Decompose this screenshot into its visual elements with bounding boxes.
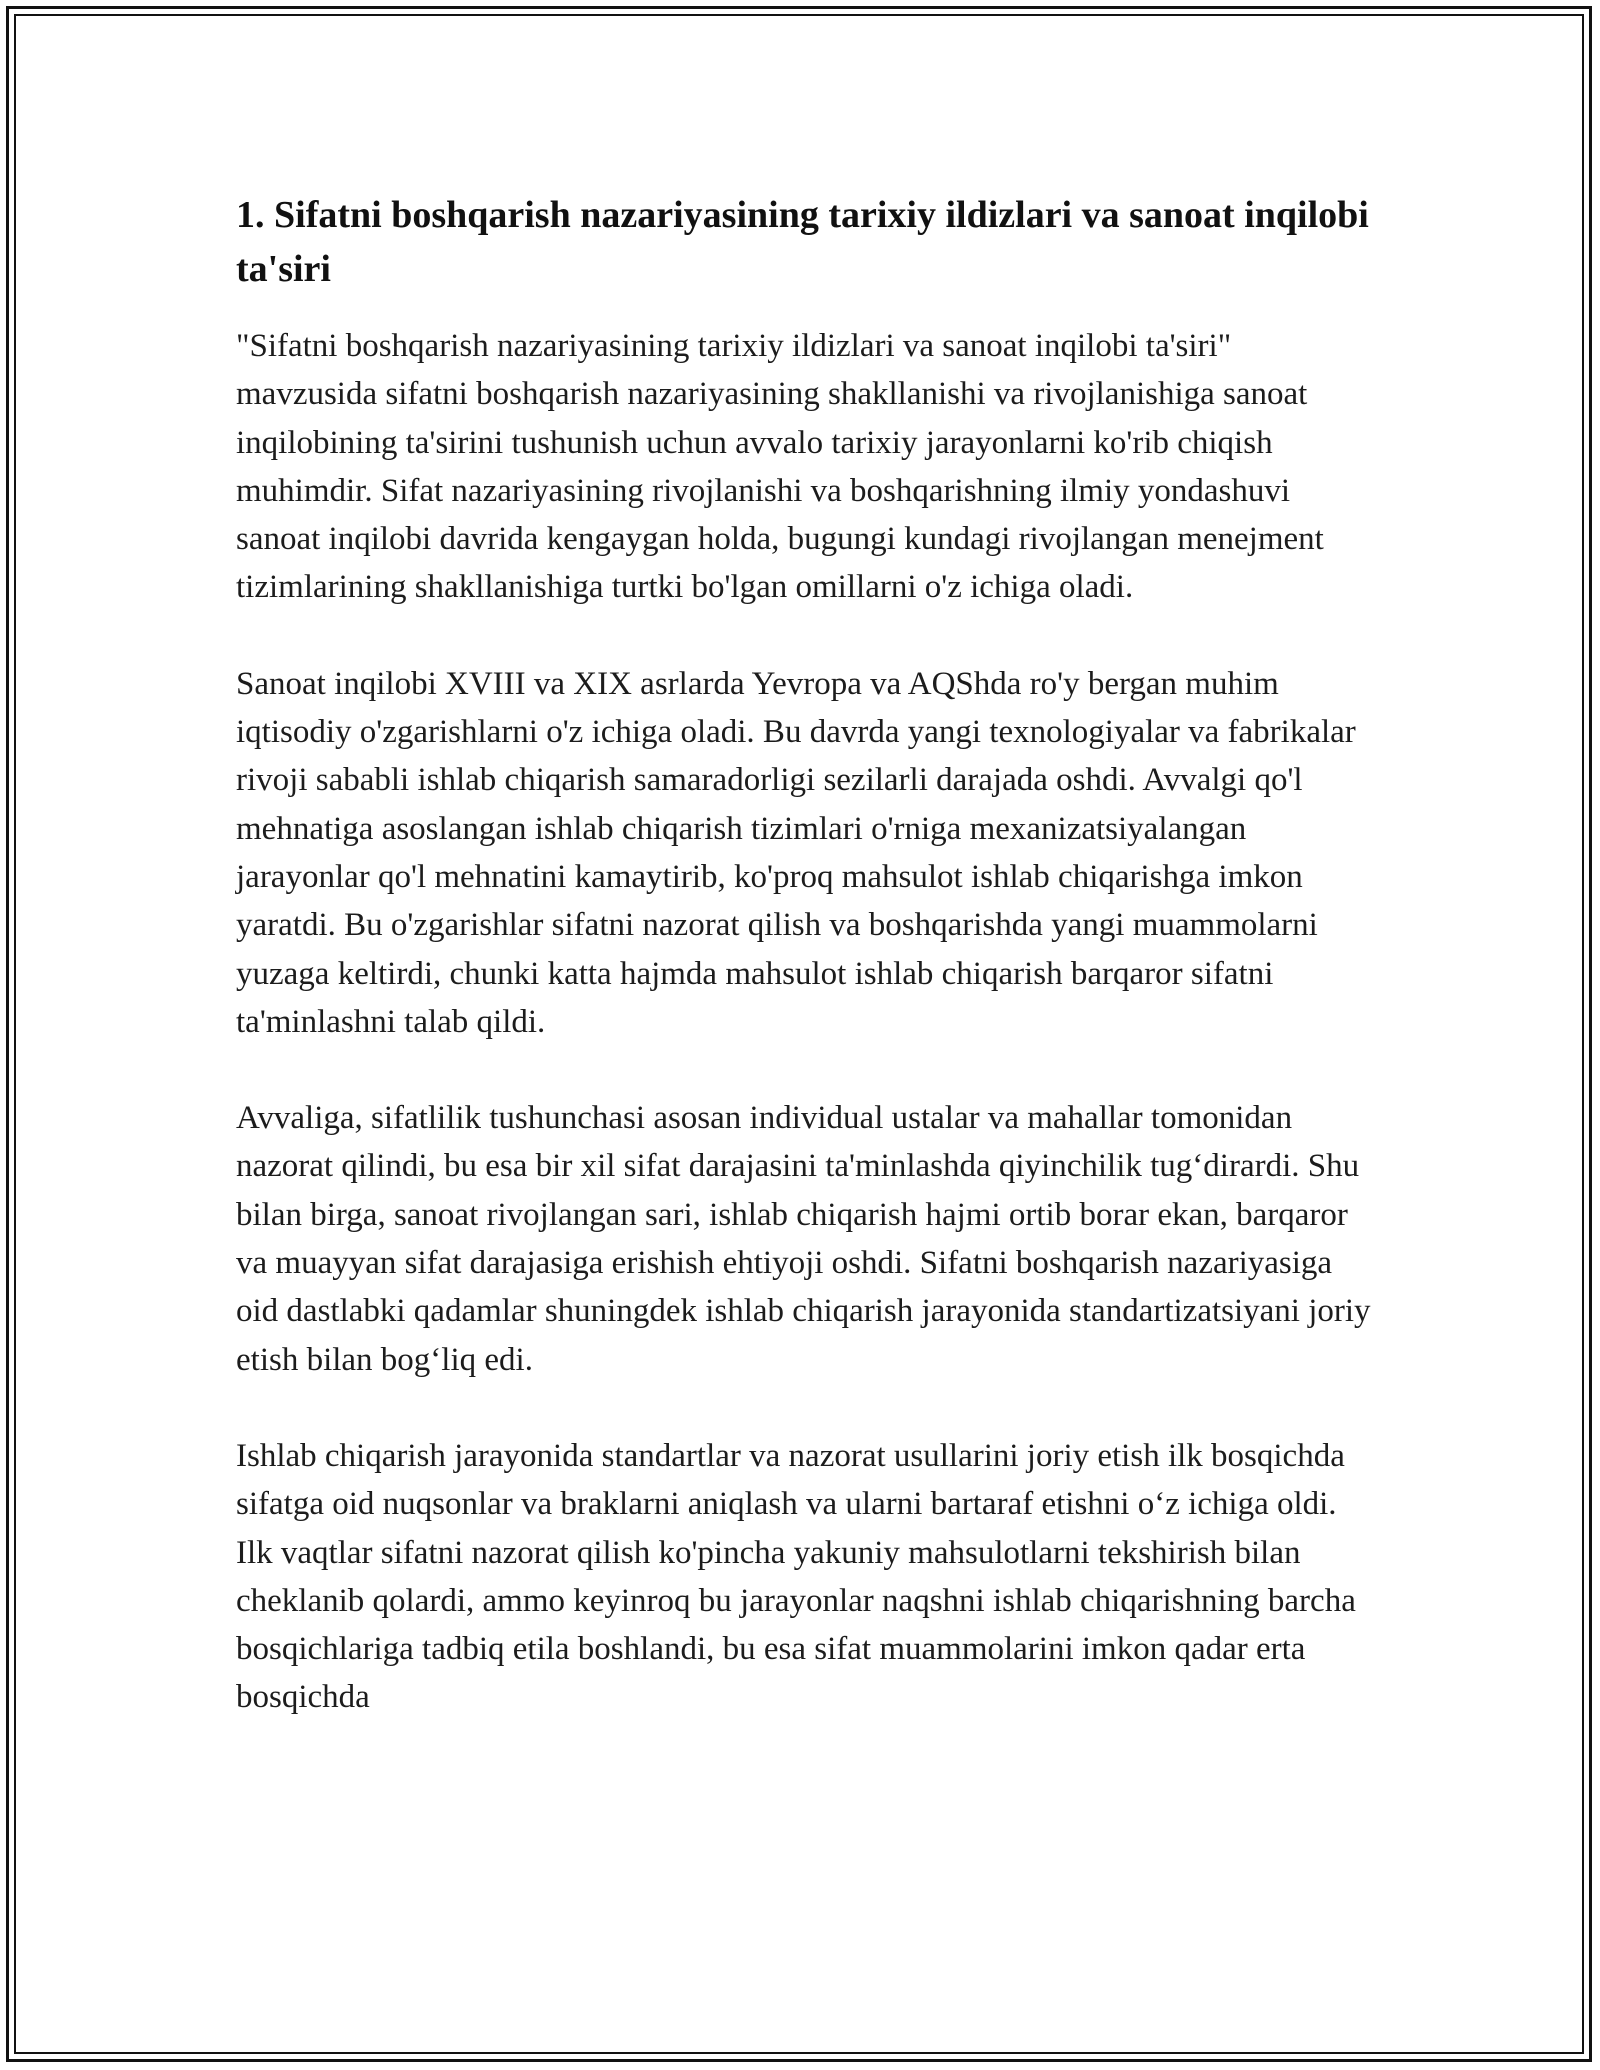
document-body	[236, 188, 1372, 1770]
paragraph-3: Avvaliga, sifatlilik tushunchasi asosan individual ustalar va mahallar tomonidan nazorat qilindi, bu esa bir xil sifat darajasini ta'minlashda qiyinchilik tug‘dirardi. Shu bilan birga, sanoat rivojlangan sari, ishlab chiqarish hajmi ortib borar ekan, barqaror va muayyan sifat darajasiga erishish ehtiyoji oshdi. Sifatni boshqarish nazariyasiga oid dastlabki qadamlar shuningdek ishlab chiqarish jarayonida standartizatsiyani joriy etish bilan bog‘liq edi.	[236, 1100, 1371, 1378]
paragraph-4: Ishlab chiqarish jarayonida standartlar va nazorat usullarini joriy etish ilk bosqichda sifatga oid nuqsonlar va braklarni aniqlash va ularni bartaraf etishni o‘z ichiga oldi. Ilk vaqtlar sifatni nazorat qilish ko'pincha yakuniy mahsulotlarni tekshirish bilan cheklanib qolardi, ammo keyinroq bu jarayonlar naqshni ishlab chiqarishning barcha bosqichlariga tadbiq etila boshlandi, bu esa sifat muammolarini imkon qadar erta bosqichda	[236, 1437, 1356, 1716]
paragraph-2: Sanoat inqilobi XVIII va XIX asrlarda Yevropa va AQShda ro'y bergan muhim iqtisodiy o'zgarishlarni o'z ichiga oladi. Bu davrda yangi texnologiyalar va fabrikalar rivoji sababli ishlab chiqarish samaradorligi sezilarli darajada oshdi. Avvalgi qo'l mehnatiga asoslangan ishlab chiqarish tizimlari o'rniga mexanizatsiyalangan jarayonlar qo'l mehnatini kamaytirib, ko'proq mahsulot ishlab chiqarishga imkon yaratdi. Bu o'zgarishlar sifatni nazorat qilish va boshqarishda yangi muammolarni yuzaga keltirdi, chunki katta hajmda mahsulot ishlab chiqarish barqaror sifatni ta'minlashni talab qildi.	[236, 665, 1356, 1040]
paragraph-1: "Sifatni boshqarish nazariyasining tarixiy ildizlari va sanoat inqilobi ta'siri" mavzusida sifatni boshqarish nazariyasining shakllanishi va rivojlanishiga sanoat inqilobining ta'sirini tushunish uchun avvalo tarixiy jarayonlarni ko'rib chiqish muhimdir. Sifat nazariyasining rivojlanishi va boshqarishning ilmiy yondashuvi sanoat inqilobi davrida kengaygan holda, bugungi kundagi rivojlangan menejment tizimlarining shakllanishiga turtki bo'lgan omillarni o'z ichiga oladi.	[236, 328, 1324, 606]
section-heading: 1. Sifatni boshqarish nazariyasining tarixiy ildizlari va sanoat inqilobi ta'siri	[236, 194, 1369, 290]
